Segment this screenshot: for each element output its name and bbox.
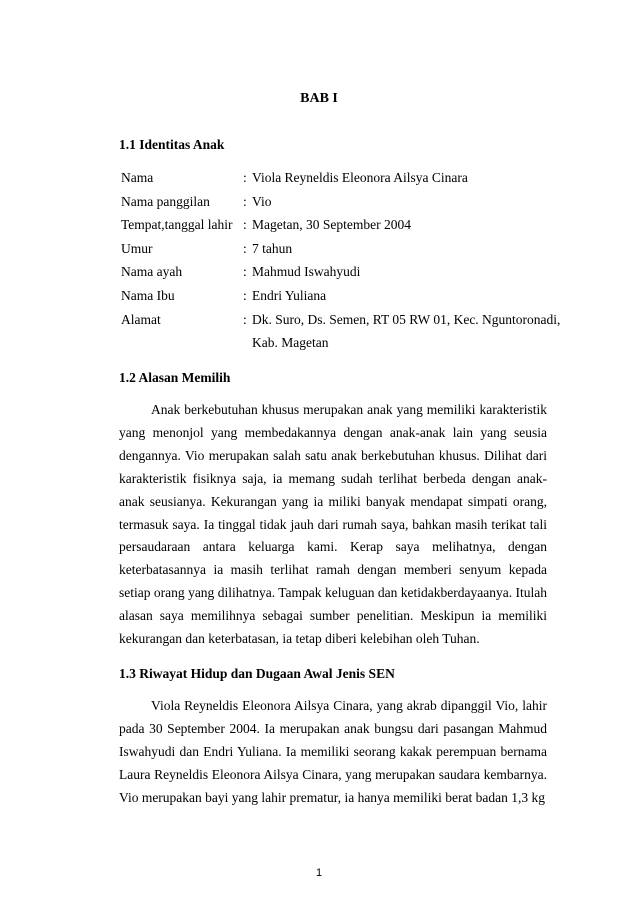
identity-label: Umur: [121, 240, 153, 256]
identity-value: 7 tahun: [252, 240, 293, 256]
colon: :: [243, 264, 247, 280]
identity-row-umur: [121, 241, 561, 265]
colon: :: [243, 217, 247, 233]
identity-label: Nama: [121, 170, 154, 185]
colon: :: [243, 311, 247, 327]
section-heading-riwayat: 1.3 Riwayat Hidup dan Dugaan Awal Jenis SEN: [119, 666, 395, 681]
section-heading-alasan: 1.2 Alasan Memilih: [119, 370, 231, 385]
identity-label: Nama panggilan: [121, 193, 210, 209]
identity-row-nama-ayah: [121, 264, 561, 288]
identity-value: Viola Reyneldis Eleonora Ailsya Cinara: [252, 170, 468, 185]
identity-row-nama: [121, 170, 561, 194]
colon: :: [243, 287, 247, 303]
identity-label: Nama Ibu: [121, 287, 175, 303]
colon: :: [243, 193, 247, 209]
identity-label: Nama ayah: [121, 264, 183, 280]
section-heading-identitas: 1.1 Identitas Anak: [119, 137, 225, 152]
identity-label: Tempat,tanggal lahir: [121, 217, 233, 233]
chapter-title: BAB I: [300, 91, 338, 106]
identity-row-ttl: [121, 217, 561, 241]
colon: :: [243, 170, 247, 185]
identity-table: [121, 170, 561, 360]
identity-row-nama-panggilan: [121, 194, 561, 218]
identity-row-alamat: [121, 312, 561, 360]
paragraph-alasan: Anak berkebutuhan khusus merupakan anak yang memiliki karakteristik yang menonjol yang membedakannya dengan anak-anak lain yang seusia dengannya. Vio merupakan salah satu anak berkebutuhan khusus. Dilihat dari karakteristik fisiknya saja, ia memang sudah terlihat berbeda dengan anak-anak seusianya. Kekurangan yang ia miliki banyak mendapat simpati orang, termasuk saya. Ia tinggal tidak jauh dari rumah saya, bahkan masih terikat tali persaudaraan antara keluarga kami. Kerap saya melihatnya, dengan keterbatasannya ia masih terlihat ramah dengan memberi senyum kepada setiap orang yang dilihatnya. Tampak keluguan dan ketidakberdayaanya. Itulah alasan saya memilihnya sebagai sumber penelitian. Meskipun ia memiliki kekurangan dan keterbatasan, ia tetap diberi kelebihan oleh Tuhan.: [119, 402, 547, 647]
identity-value: Magetan, 30 September 2004: [252, 217, 411, 233]
identity-value: Mahmud Iswahyudi: [252, 264, 361, 280]
identity-label: Alamat: [121, 311, 161, 327]
page-number: 1: [315, 867, 323, 879]
paragraph-riwayat: Viola Reyneldis Eleonora Ailsya Cinara, yang akrab dipanggil Vio, lahir pada 30 September 2004. Ia merupakan anak bungsu dari pasangan Mahmud Iswahyudi dan Endri Yuliana. Ia memiliki seorang kakak perempuan bernama Laura Reyneldis Eleonora Ailsya Cinara, yang merupakan saudara kembarnya. Vio merupakan bayi yang lahir prematur, ia hanya memiliki berat badan 1,3 kg: [119, 698, 547, 805]
identity-value: Vio: [252, 193, 272, 209]
identity-value: Dk. Suro, Ds. Semen, RT 05 RW 01, Kec. Nguntoronadi, Kab. Magetan: [252, 311, 561, 351]
identity-value: Endri Yuliana: [252, 287, 327, 303]
colon: :: [243, 240, 247, 256]
